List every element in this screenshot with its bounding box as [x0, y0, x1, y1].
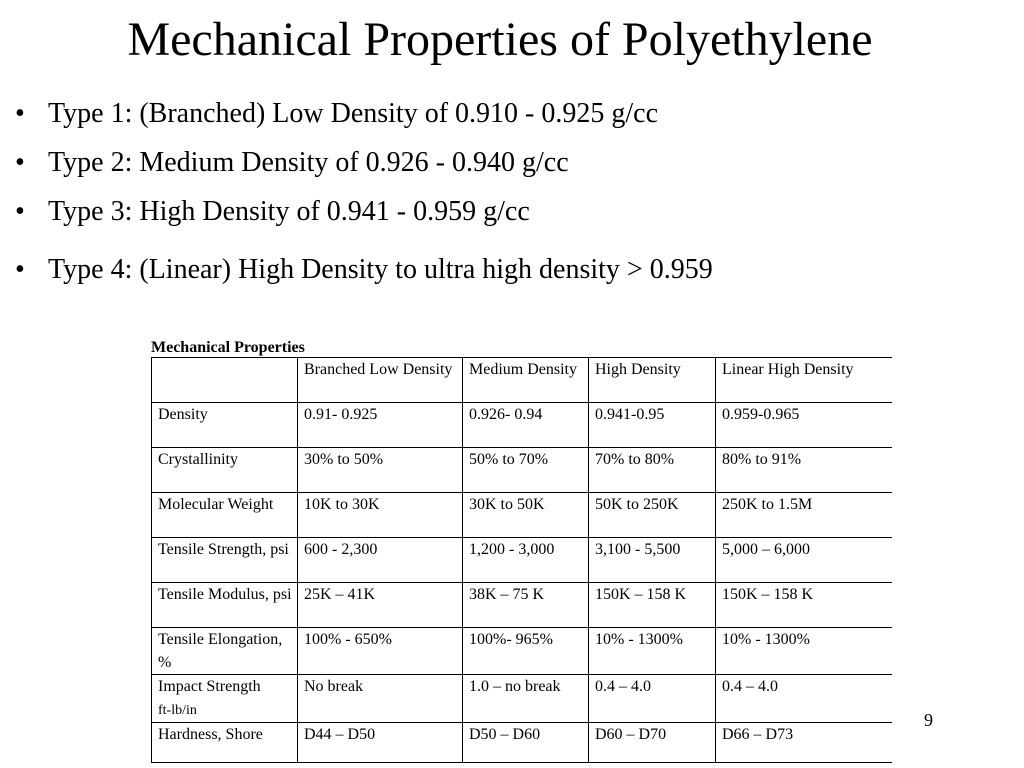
table-cell: 0.4 – 4.0: [716, 675, 892, 723]
table-cell: 150K – 158 K: [716, 583, 892, 628]
table-cell: D44 – D50: [298, 723, 463, 763]
bullet-list: [15, 94, 713, 290]
slide-title: Mechanical Properties of Polyethylene: [127, 13, 873, 66]
row-label: Tensile Strength, psi: [152, 538, 298, 583]
bullet-marker: •: [15, 254, 25, 285]
table-cell: 0.91- 0.925: [298, 403, 463, 448]
bullet-item: [15, 94, 713, 134]
row-label: [152, 675, 298, 723]
table-cell: 0.926- 0.94: [463, 403, 589, 448]
table-row: [152, 493, 892, 538]
table-cell: 100% - 650%: [298, 628, 463, 675]
table-row: [152, 723, 892, 763]
table-cell: 250K to 1.5M: [716, 493, 892, 538]
table-cell: 150K – 158 K: [589, 583, 716, 628]
table-row: [152, 403, 892, 448]
bullet-marker: •: [15, 147, 25, 178]
header-cell: [152, 358, 298, 403]
bullet-item: [15, 192, 713, 232]
table-row: [152, 538, 892, 583]
table-cell: D60 – D70: [589, 723, 716, 763]
bullet-marker: •: [15, 196, 25, 227]
table-cell: 600 - 2,300: [298, 538, 463, 583]
row-label: Crystallinity: [152, 448, 298, 493]
impact-unit-label: ft-lb/in: [158, 703, 197, 718]
row-label: Tensile Elongation, %: [152, 628, 298, 675]
bullet-text: Type 1: (Branched) Low Density of 0.910 - 0.925 g/cc: [48, 98, 658, 129]
table-cell: 50K to 250K: [589, 493, 716, 538]
table-cell: 30% to 50%: [298, 448, 463, 493]
table-cell: 3,100 - 5,500: [589, 538, 716, 583]
table-cell: 10K to 30K: [298, 493, 463, 538]
bullet-item: [15, 250, 713, 290]
row-label: Tensile Modulus, psi: [152, 583, 298, 628]
row-label: Density: [152, 403, 298, 448]
table-cell: 25K – 41K: [298, 583, 463, 628]
table-cell: 80% to 91%: [716, 448, 892, 493]
table-cell: 10% - 1300%: [589, 628, 716, 675]
table-caption: Mechanical Properties: [151, 339, 305, 356]
table-cell: 50% to 70%: [463, 448, 589, 493]
row-label: Molecular Weight: [152, 493, 298, 538]
table-cell: 1.0 – no break: [463, 675, 589, 723]
row-label: Hardness, Shore: [152, 723, 298, 763]
row-label-text: Impact Strength: [158, 678, 261, 695]
table-row: [152, 448, 892, 493]
header-cell: Linear High Density: [716, 358, 892, 403]
bullet-marker: •: [15, 98, 25, 129]
header-cell: Branched Low Density: [298, 358, 463, 403]
bullet-text: Type 3: High Density of 0.941 - 0.959 g/cc: [48, 196, 530, 227]
table-cell: 70% to 80%: [589, 448, 716, 493]
table-cell: 100%- 965%: [463, 628, 589, 675]
header-cell: Medium Density: [463, 358, 589, 403]
table-row: [152, 675, 892, 723]
table-cell: No break: [298, 675, 463, 723]
page-number: 9: [924, 710, 933, 730]
table-cell: 0.4 – 4.0: [589, 675, 716, 723]
table-header-row: [152, 358, 892, 403]
header-cell: High Density: [589, 358, 716, 403]
table-cell: 0.941-0.95: [589, 403, 716, 448]
table-cell: D66 – D73: [716, 723, 892, 763]
table-row: [152, 583, 892, 628]
properties-table: [151, 357, 892, 763]
table-row: [152, 628, 892, 675]
bullet-text: Type 2: Medium Density of 0.926 - 0.940 g/cc: [48, 147, 569, 178]
table-cell: 0.959-0.965: [716, 403, 892, 448]
table-cell: D50 – D60: [463, 723, 589, 763]
table-cell: 1,200 - 3,000: [463, 538, 589, 583]
table-cell: 30K to 50K: [463, 493, 589, 538]
bullet-text: Type 4: (Linear) High Density to ultra high density > 0.959: [48, 254, 713, 285]
table-cell: 5,000 – 6,000: [716, 538, 892, 583]
bullet-item: [15, 143, 713, 183]
table-cell: 38K – 75 K: [463, 583, 589, 628]
table-cell: 10% - 1300%: [716, 628, 892, 675]
